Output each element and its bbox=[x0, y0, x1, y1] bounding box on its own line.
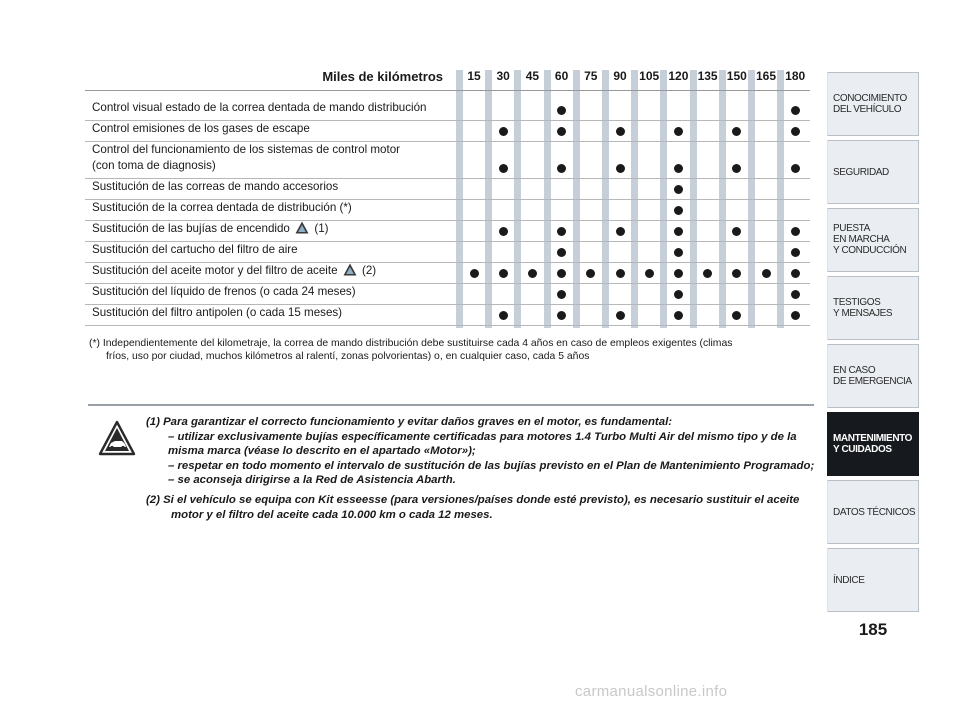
sidebar-tab-label: Y CONDUCCIÓN bbox=[833, 245, 907, 256]
service-dot bbox=[791, 248, 800, 257]
row-text: (con toma de diagnosis) bbox=[92, 159, 216, 172]
service-dot bbox=[557, 290, 566, 299]
car-warning-icon bbox=[98, 420, 136, 461]
header-divider bbox=[85, 90, 810, 91]
footnote-line-2: fríos, uso por ciudad, muchos kilómetros al ralentí, zonas polvorientas) o, en cualquier caso, cada 5 años bbox=[106, 351, 590, 362]
note-1-item-2: – respetar en todo momento el intervalo de sustitución de las bujías previsto en el Plan de Mantenimiento Programado; bbox=[168, 459, 815, 472]
service-dot bbox=[732, 311, 741, 320]
service-dot bbox=[791, 164, 800, 173]
table-row-label bbox=[92, 121, 310, 137]
sidebar-tab[interactable] bbox=[827, 480, 919, 544]
warning-divider bbox=[88, 404, 814, 406]
km-header-cell: 105 bbox=[639, 69, 660, 83]
km-header-cell: 165 bbox=[755, 69, 777, 83]
row-text: Sustitución de las bujías de encendido bbox=[92, 222, 290, 235]
service-dot bbox=[703, 269, 712, 278]
row-note-ref: (1) bbox=[314, 222, 329, 235]
table-footnote bbox=[89, 337, 809, 363]
service-dot bbox=[791, 269, 800, 278]
sidebar-tab[interactable] bbox=[827, 548, 919, 612]
service-dot bbox=[732, 269, 741, 278]
service-dot bbox=[732, 227, 741, 236]
km-header-cell: 120 bbox=[668, 69, 689, 83]
row-note-ref: (2) bbox=[362, 264, 377, 277]
km-header-cell: 180 bbox=[785, 69, 806, 83]
km-header-cell: 90 bbox=[613, 69, 627, 83]
km-header-label: Miles de kilómetros bbox=[322, 69, 443, 84]
sidebar-tab-label: PUESTA bbox=[833, 223, 870, 234]
watermark: carmanualsonline.info bbox=[575, 683, 728, 700]
service-dot bbox=[645, 269, 654, 278]
table-row-label bbox=[92, 305, 342, 321]
table-row-label bbox=[92, 200, 352, 216]
service-dot bbox=[674, 127, 683, 136]
service-dot bbox=[616, 127, 625, 136]
km-header-cell: 15 bbox=[467, 69, 481, 83]
sidebar-tab[interactable] bbox=[827, 140, 919, 204]
sidebar-tab-label: DEL VEHÍCULO bbox=[833, 104, 902, 115]
sidebar-tab-label: CONOCIMIENTO bbox=[833, 93, 907, 104]
service-dot bbox=[791, 106, 800, 115]
service-dot bbox=[557, 269, 566, 278]
km-header-cell: 135 bbox=[697, 69, 718, 83]
service-dot bbox=[674, 227, 683, 236]
sidebar-tab-label: EN CASO bbox=[833, 365, 876, 376]
service-dot bbox=[616, 311, 625, 320]
km-header-cell: 60 bbox=[554, 69, 569, 83]
km-header-cell: 75 bbox=[584, 69, 598, 83]
sidebar-tab[interactable] bbox=[827, 412, 919, 476]
warning-notes bbox=[146, 415, 816, 522]
service-dot bbox=[557, 227, 566, 236]
sidebar-tab-label: MANTENIMIENTO bbox=[833, 433, 913, 444]
table-row-label bbox=[92, 179, 338, 195]
service-dot bbox=[557, 248, 566, 257]
km-header-cell: 30 bbox=[496, 69, 510, 83]
table-row-label bbox=[92, 100, 427, 116]
sidebar-tab-label: DE EMERGENCIA bbox=[833, 376, 912, 387]
service-dot bbox=[586, 269, 595, 278]
sidebar-tab-label: ÍNDICE bbox=[833, 575, 865, 586]
service-dot bbox=[470, 269, 479, 278]
table-row-label bbox=[92, 221, 329, 239]
warning-triangle-icon bbox=[343, 263, 357, 281]
service-dot bbox=[732, 164, 741, 173]
sidebar-tab-label: SEGURIDAD bbox=[833, 167, 889, 178]
maintenance-schedule-table bbox=[0, 0, 820, 362]
row-text: Sustitución de las correas de mando accesorios bbox=[92, 180, 339, 193]
row-text: Sustitución del filtro antipolen (o cada 15 meses) bbox=[92, 306, 343, 319]
row-text: Sustitución del líquido de frenos (o cada 24 meses) bbox=[92, 285, 356, 298]
km-header-cell: 150 bbox=[726, 69, 747, 83]
service-dot bbox=[674, 185, 683, 194]
sidebar-tab[interactable] bbox=[827, 344, 919, 408]
sidebar-tab[interactable] bbox=[827, 72, 919, 136]
service-dot bbox=[791, 290, 800, 299]
service-dot bbox=[762, 269, 771, 278]
service-dot bbox=[791, 127, 800, 136]
table-row-label bbox=[92, 284, 356, 300]
service-dot bbox=[499, 127, 508, 136]
footnote-line-1: (*) Independientemente del kilometraje, la correa de mando distribución debe sustituirse cada 4 años en caso de empleos exigentes (climas bbox=[89, 338, 733, 349]
page-number: 185 bbox=[858, 620, 888, 639]
service-dot bbox=[557, 311, 566, 320]
service-dot bbox=[557, 127, 566, 136]
note-1-item-1: – utilizar exclusivamente bujías específicamente certificadas para motores 1.4 Turbo Multi Air del mismo tipo y de la misma marca (véase lo descrito en el apartado «Motor»); bbox=[168, 430, 797, 458]
service-dot bbox=[557, 106, 566, 115]
service-dot bbox=[499, 311, 508, 320]
row-text: Sustitución del cartucho del filtro de aire bbox=[92, 243, 298, 256]
row-divider bbox=[85, 325, 810, 326]
service-dot bbox=[499, 164, 508, 173]
service-dot bbox=[674, 248, 683, 257]
warning-triangle-icon bbox=[295, 221, 309, 239]
service-dot bbox=[499, 269, 508, 278]
service-dot bbox=[499, 227, 508, 236]
service-dot bbox=[674, 311, 683, 320]
service-dot bbox=[616, 164, 625, 173]
service-dot bbox=[791, 311, 800, 320]
sidebar-tab-label: TESTIGOS bbox=[833, 297, 881, 308]
service-dot bbox=[732, 127, 741, 136]
table-row-label bbox=[92, 142, 400, 174]
row-text: Control visual estado de la correa dentada de mando distribución bbox=[92, 101, 427, 114]
note-1-title: (1) Para garantizar el correcto funcionamiento y evitar daños graves en el motor, es fundamental: bbox=[146, 416, 673, 428]
table-row-label bbox=[92, 263, 376, 281]
note-1-item-3: – se aconseja dirigirse a la Red de Asistencia Abarth. bbox=[168, 474, 456, 487]
sidebar-tab[interactable] bbox=[827, 208, 919, 272]
sidebar-tab-label: DATOS TÉCNICOS bbox=[833, 507, 916, 518]
sidebar-tab-label: Y CUIDADOS bbox=[833, 444, 892, 455]
note-2: (2) Si el vehículo se equipa con Kit esseesse (para versiones/países donde esté previsto), es necesario sustituir el aceite motor y el filtro del aceite cada 10.000 km o cada 12 meses. bbox=[146, 493, 800, 521]
sidebar-tab-label: Y MENSAJES bbox=[833, 308, 893, 319]
service-dot bbox=[616, 227, 625, 236]
sidebar-tab-label: EN MARCHA bbox=[833, 234, 890, 245]
service-dot bbox=[674, 290, 683, 299]
service-dot bbox=[528, 269, 537, 278]
sidebar-tab[interactable] bbox=[827, 276, 919, 340]
row-text: Sustitución del aceite motor y del filtro de aceite bbox=[92, 264, 338, 277]
row-text: Control del funcionamiento de los sistemas de control motor bbox=[92, 143, 401, 156]
row-text: Control emisiones de los gases de escape bbox=[92, 122, 310, 135]
table-row-label bbox=[92, 242, 298, 258]
service-dot bbox=[674, 206, 683, 215]
km-header-cell: 45 bbox=[525, 69, 540, 83]
service-dot bbox=[791, 227, 800, 236]
row-text: Sustitución de la correa dentada de distribución (*) bbox=[92, 201, 352, 214]
service-dot bbox=[674, 269, 683, 278]
service-dot bbox=[674, 164, 683, 173]
service-dot bbox=[557, 164, 566, 173]
service-dot bbox=[616, 269, 625, 278]
